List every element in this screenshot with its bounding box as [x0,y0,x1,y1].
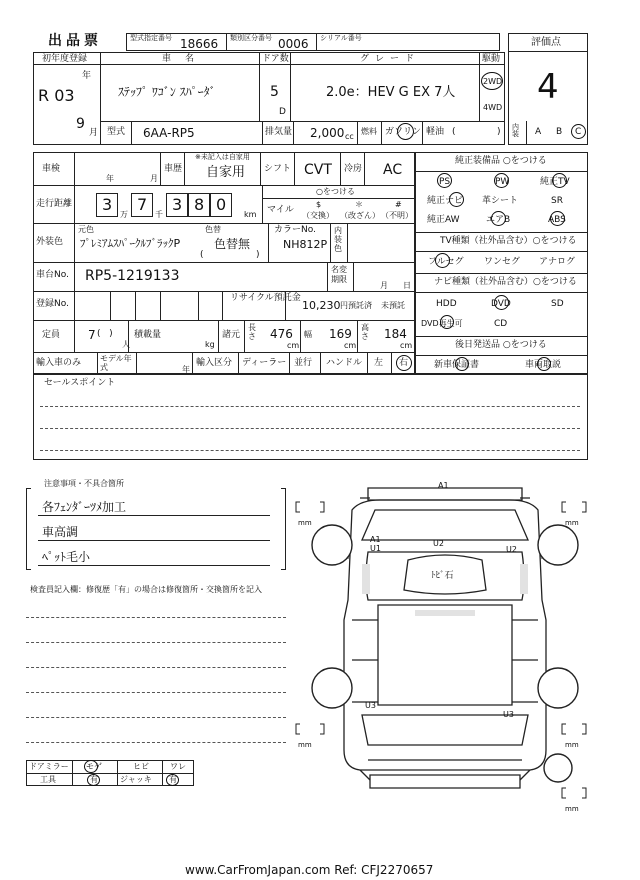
capacity: 7 [88,328,96,342]
interior-a: A [535,127,542,137]
shaken-label: 車検 [42,164,61,174]
first-reg-era: R 03 [38,86,75,105]
equip-pw: PW [495,177,510,187]
first-reg-month: 9 [76,116,85,132]
first-reg-month-unit: 月 [89,128,99,138]
tamper-label: （改ざん） [340,211,380,220]
first-reg-year-unit: 年 [82,71,92,81]
navi-type-header: ナビ種類（社外品含む）○をつける [434,277,577,287]
mm-unit: mm [565,805,579,813]
orig-color: ﾌﾟﾚﾐｱﾑｽﾊﾟｰｸﾙﾌﾞﾗｯｸP [80,237,181,250]
exterior-label: 外装色 [36,237,64,247]
width-cm-unit: cm [344,341,357,350]
model-year-label: モデル年式 [100,354,132,373]
mileage-digit: 8 [194,195,205,214]
type-no-label: 型式指定番号 [130,34,172,42]
damage-code-u2-fender: U2 [506,545,517,554]
mileage-sen-unit: 千 [155,210,163,219]
interior-b: B [556,127,563,137]
damage-code-stone-chip: ﾄﾋﾞ石 [431,571,454,581]
tv-type-header: TV種類（社外品含む）○をつける [440,236,577,246]
equip-tv: 純正TV [540,177,570,187]
length-label: 長さ [248,323,256,341]
doors: 5 [270,84,279,100]
tools-label: 工具 [40,775,56,784]
drive-2wd: 2WD [483,77,503,86]
chassis-label: 車台No. [36,270,69,280]
navi-dvd-play: DVD再生可 [421,319,463,328]
navi-hdd: HDD [436,299,457,309]
right-handle: 右 [399,358,409,368]
height: 184 [384,327,407,341]
import-label: 輸入車のみ [36,358,82,368]
first-reg-label: 初年度登録 [42,54,88,64]
equip-navi: 純正ナビ [427,196,464,206]
damage-code-a1-u1: A1 U1 [370,535,381,553]
shaken-month-unit: 月 [150,174,158,183]
tv-oneseg: ワンセグ [484,257,521,267]
sales-point-label: セールスポイント [44,378,116,388]
crack-label: ヒビ [133,762,149,771]
fuel-diesel: 軽油 [426,127,445,137]
interior-c: C [575,127,582,137]
mm-unit: mm [565,741,579,749]
interior-c-circle [571,124,586,139]
history-label: 車歴 [164,164,183,174]
reg-label: 登録No. [36,299,69,309]
serial-label: シリアル番号 [320,34,362,42]
note-line: ﾍﾟｯﾄ毛小 [42,550,91,564]
mileage-digit: 7 [137,195,148,214]
tv-fullseg: フルセグ [428,257,464,267]
later-warranty: 新車保証書 [434,360,480,370]
mm-unit: mm [565,519,579,527]
recycle-none: 未預託 [381,301,405,310]
recycle-unit: 円預託済 [340,301,372,310]
sales-point-box [33,374,588,460]
score-label: 評価点 [531,37,561,48]
ac: AC [383,162,403,178]
equip-leather: 革シート [482,196,519,206]
displacement: 2,000 [310,126,345,140]
unknown-label: （不明） [381,211,413,220]
shift: CVT [304,162,332,178]
notes-header: 注意事項・不具合箇所 [44,479,124,488]
height-cm-unit: cm [400,341,413,350]
model: 6AA-RP5 [143,126,195,140]
recycle-label: リサイクル預託金 [230,293,301,303]
class-no-label: 類別区分番号 [230,34,272,42]
car-damage-diagram [290,470,600,810]
interior-color-label: 内装色 [334,226,342,253]
grade: 2.0e：HEV G EX 7人 [326,85,456,100]
car-name-label: 車名 [162,54,209,64]
tamper-symbol: ＊ [355,200,363,209]
score-value: 4 [537,67,559,107]
note-line: 車高調 [42,525,79,539]
drive-label: 駆動 [482,54,501,64]
left-handle: 左 [374,358,384,368]
jack-value: 有 [169,775,177,784]
dealer: ディーラー [242,358,287,368]
equip-airbag: エアB [486,215,511,225]
note-line: 各ﾌｪﾝﾀﾞｰﾂﾒ加工 [42,500,127,514]
mm-unit: mm [298,741,312,749]
factory-equip-header: 純正装備品 ○をつける [455,156,547,166]
exchange-symbol: $ [316,200,322,209]
mileage-digit: 3 [172,195,183,214]
shaken-year-unit: 年 [106,174,114,183]
handle-label: ハンドル [326,358,363,368]
unknown-symbol: # [395,200,402,209]
later-manual: 車両取説 [525,360,562,370]
later-items-header: 後日発送品 ○をつける [455,340,547,350]
color-no-label: カラーNo. [274,225,316,235]
ac-label: 冷房 [344,164,363,174]
damage-code-u3-right: U3 [503,710,514,719]
equip-aw: 純正AW [427,215,460,225]
mileage-digit: 0 [216,195,227,214]
footer-reference: www.CarFromJapan.com Ref: CFJ2270657 [185,863,434,877]
class-no: 0006 [278,37,309,51]
mm-unit: mm [298,519,312,527]
interior-label: 内装 [512,123,519,138]
repaint: 色替無 [214,237,251,251]
history-note: ※未記入は自家用 [195,153,250,161]
fuel-gasoline-circle [397,123,414,140]
jack-label: ジャッキ [120,775,152,784]
broken-label: ワレ [170,762,186,771]
inspector-note-label: 検査員記入欄：修復歴「有」の場合は修復箇所・交換箇所を記入 [30,585,262,594]
navi-dvd: DVD [491,299,511,309]
load-label: 積載量 [134,330,162,340]
damage-code-u3-left: U3 [365,701,376,710]
mileage-circle-note: ○をつける [316,187,355,196]
model-label: 型式 [107,127,126,137]
equip-sr: SR [551,196,563,206]
mileage-man-unit: 万 [120,210,128,219]
import-type-label: 輸入区分 [196,358,233,368]
tools-value: 有 [90,775,98,784]
width: 169 [329,327,352,341]
name-change-month-unit: 月 [380,281,388,290]
navi-sd: SD [551,299,564,309]
kg-unit: kg [205,340,215,349]
km-unit: km [244,210,257,219]
person-unit: 人 [122,340,130,349]
equip-ps: PS [439,177,451,187]
chassis-no: RP5-1219133 [85,268,180,284]
equip-abs: ABS [548,215,566,225]
sheet-title: 出品票 [48,33,102,49]
fuel-gasoline: ガソリン [385,127,422,137]
name-change-label: 名変期限 [331,265,347,284]
mile-label: マイル [267,205,294,215]
dims-label: 諸元 [222,330,241,340]
doors-label: ドア数 [262,54,289,64]
length-cm-unit: cm [287,341,300,350]
width-label: 幅 [304,330,312,339]
exchange-label: （交換） [302,211,334,220]
cc-unit: cc [345,132,354,141]
mirror-value: モゲ [86,762,102,771]
parallel: 並行 [294,358,313,368]
recycle-amount: 10,230 [302,299,341,312]
tv-analog: アナログ [539,257,576,267]
model-year-unit: 年 [182,365,190,374]
right-handle-circle [396,355,412,371]
repaint-label: 色替 [205,225,221,234]
mileage-label: 走行距離 [36,199,73,209]
color-no: NH812P [283,238,328,251]
type-no: 18666 [180,37,219,51]
drive-2wd-circle [481,72,503,90]
shift-label: シフト [264,164,292,174]
navi-cd: CD [494,319,508,329]
damage-code-u2-hood: U2 [433,539,444,548]
fuel-label: 燃料 [361,127,377,136]
height-label: 高さ [361,323,369,341]
damage-code-a1-bumper: A1 [438,481,449,490]
car-name: ｽﾃｯﾌﾟ ﾜｺﾞﾝ ｽﾊﾟｰﾀﾞ [118,85,216,99]
drive-4wd: 4WD [483,103,503,112]
displacement-label: 排気量 [265,127,293,137]
history: 自家用 [206,165,246,180]
grade-label: グレード [360,54,421,64]
mirror-label: ドアミラー [29,762,69,771]
door-type: D [279,107,286,117]
capacity-label: 定員 [42,330,61,340]
orig-color-label: 元色 [78,225,94,234]
length: 476 [270,327,293,341]
mileage-digit: 3 [102,195,113,214]
